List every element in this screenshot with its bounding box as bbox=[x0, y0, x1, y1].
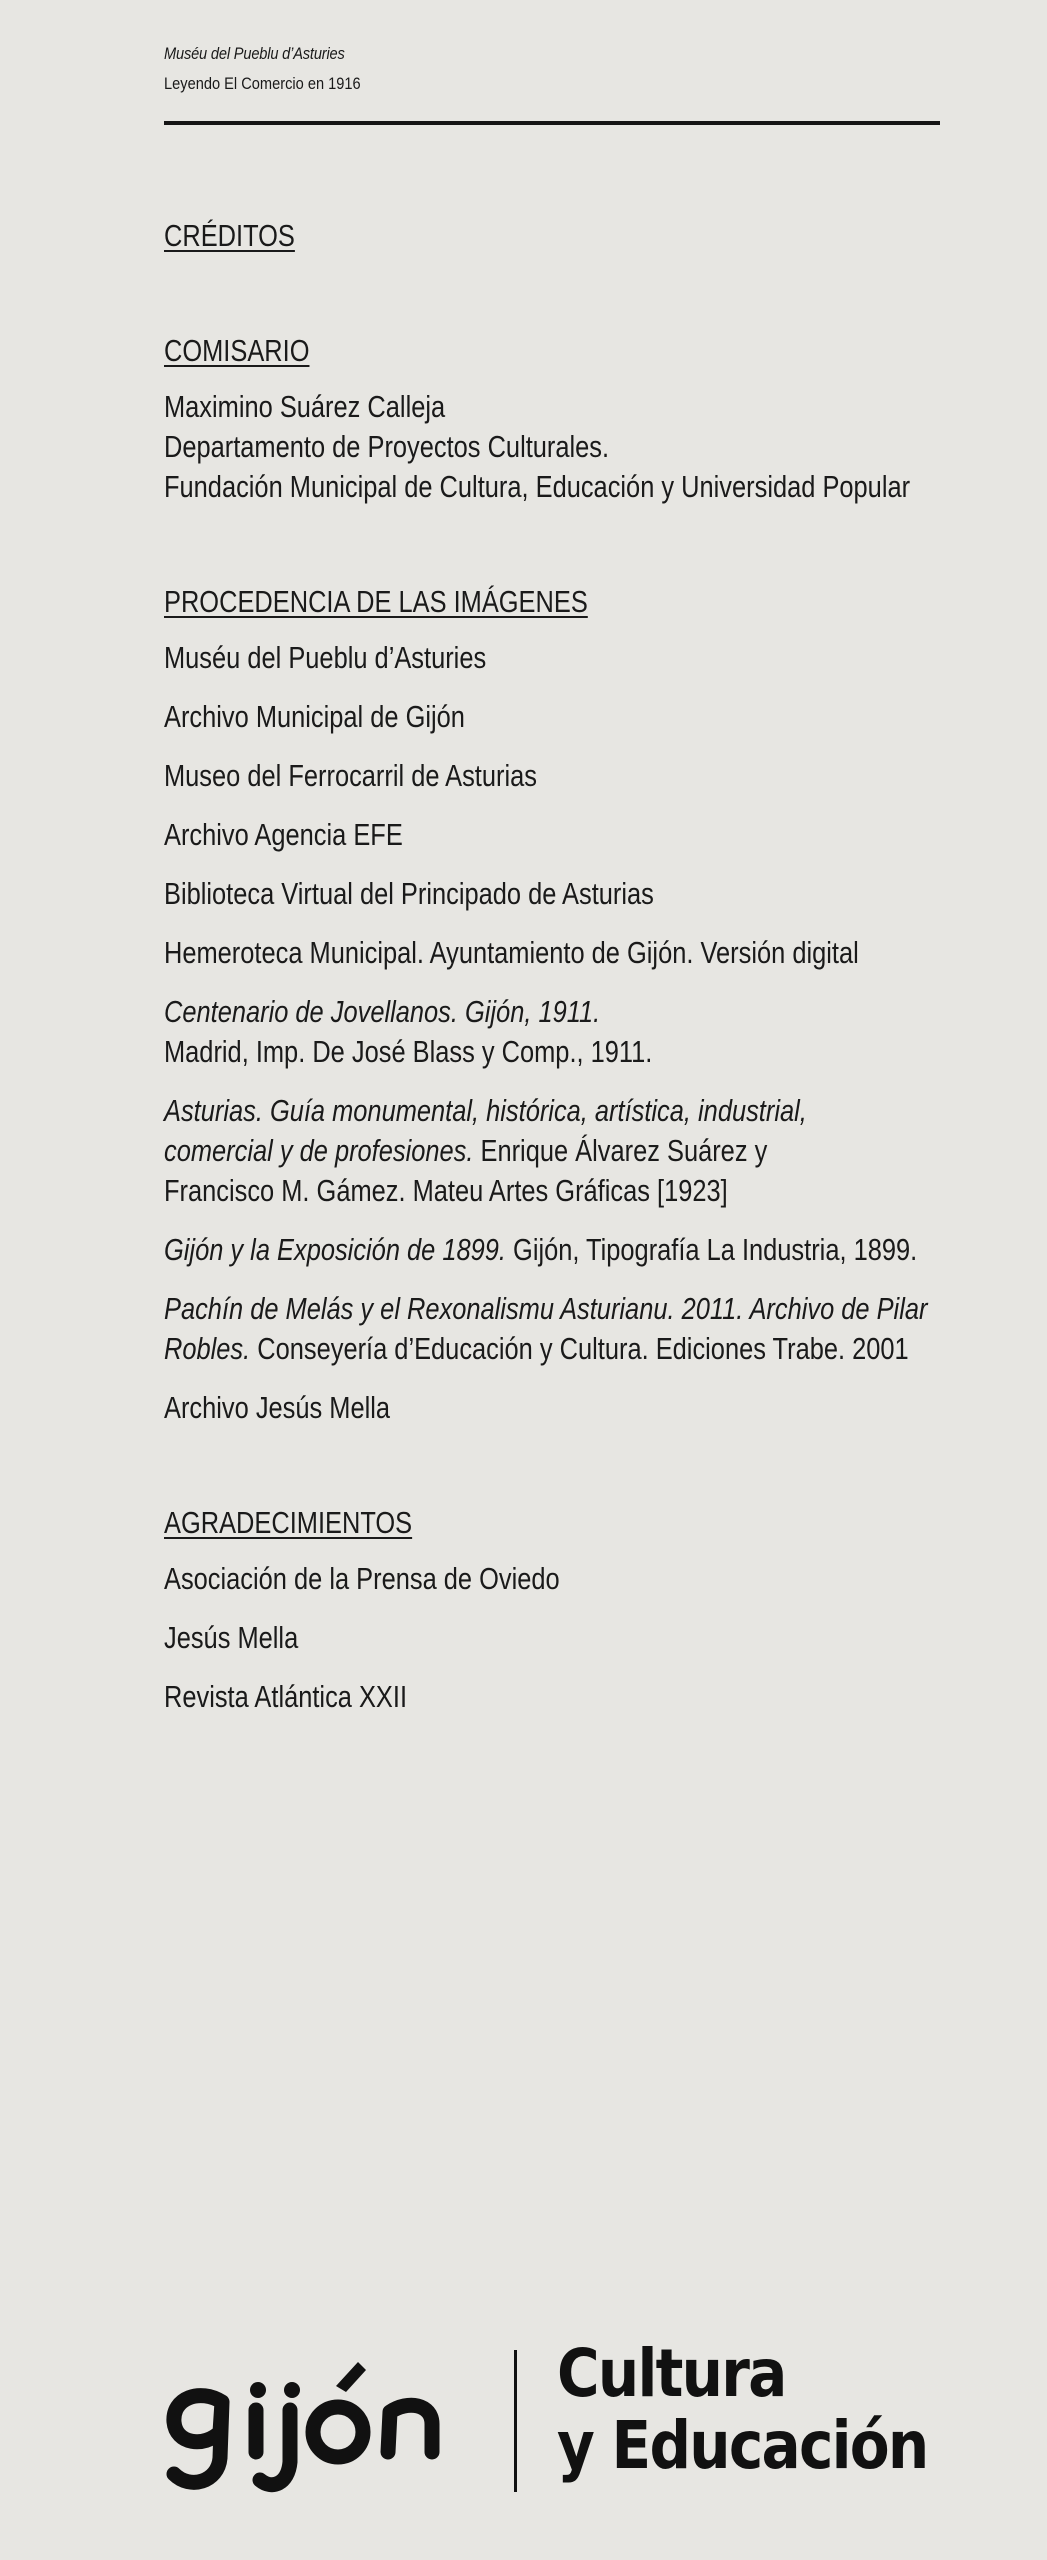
comisario-line: Departamento de Proyectos Culturales. bbox=[164, 429, 610, 464]
procedencia-item-line bbox=[164, 992, 836, 1032]
procedencia-item bbox=[164, 1289, 984, 1369]
procedencia-item-line bbox=[164, 874, 836, 914]
procedencia-item-line bbox=[164, 1091, 836, 1131]
gijon-wordmark-icon bbox=[174, 2396, 432, 2485]
procedencia-item-line bbox=[164, 1388, 836, 1428]
italic-title-text: Gijón y la Exposición de 1899. bbox=[164, 1232, 506, 1267]
procedencia-item bbox=[164, 992, 984, 1072]
italic-title-text: Pachín de Melás y el Rexonalismu Asturianu. 2011. Archivo de Pilar bbox=[164, 1291, 928, 1326]
gijon-dots-icon bbox=[250, 2362, 366, 2398]
footer-divider bbox=[514, 2350, 517, 2492]
agradecimiento-item: Jesús Mella bbox=[164, 1620, 299, 1655]
procedencia-item-line bbox=[164, 815, 836, 855]
credits-heading: CRÉDITOS bbox=[164, 218, 295, 253]
procedencia-item bbox=[164, 933, 984, 973]
procedencia-section bbox=[164, 582, 984, 1428]
footer-cultura: Cultura bbox=[557, 2335, 786, 2412]
comisario-section bbox=[164, 331, 984, 507]
italic-title-text: Asturias. Guía monumental, histórica, artística, industrial, bbox=[164, 1093, 807, 1128]
plain-text: Gijón, Tipografía La Industria, 1899. bbox=[505, 1232, 918, 1267]
procedencia-item-line bbox=[164, 1329, 909, 1369]
procedencia-item-line bbox=[164, 638, 836, 678]
plain-text: Hemeroteca Municipal. Ayuntamiento de Gijón. Versión digital bbox=[164, 935, 859, 970]
plain-text: Muséu del Pueblu d’Asturies bbox=[164, 640, 487, 675]
italic-title-text: Centenario de Jovellanos. Gijón, 1911. bbox=[164, 994, 601, 1029]
plain-text: Museo del Ferrocarril de Asturias bbox=[164, 758, 537, 793]
procedencia-item bbox=[164, 697, 984, 737]
plain-text: Madrid, Imp. De José Blass y Comp., 1911. bbox=[164, 1034, 653, 1069]
comisario-line: Maximino Suárez Calleja bbox=[164, 389, 446, 424]
plain-text: Conseyería d’Educación y Cultura. Ediciones Trabe. 2001 bbox=[250, 1331, 909, 1366]
procedencia-item bbox=[164, 1230, 984, 1270]
procedencia-item-line bbox=[164, 1032, 836, 1072]
procedencia-item-line bbox=[164, 697, 836, 737]
plain-text: Enrique Álvarez Suárez y bbox=[473, 1133, 768, 1168]
procedencia-item-line bbox=[164, 756, 836, 796]
procedencia-item bbox=[164, 638, 984, 678]
procedencia-list bbox=[164, 638, 984, 1428]
agradecimiento-item: Revista Atlántica XXII bbox=[164, 1679, 408, 1714]
procedencia-heading: PROCEDENCIA DE LAS IMÁGENES bbox=[164, 584, 588, 619]
header-subtitle: Leyendo El Comercio en 1916 bbox=[164, 74, 361, 93]
procedencia-item bbox=[164, 756, 984, 796]
procedencia-item bbox=[164, 1388, 984, 1428]
comisario-line: Fundación Municipal de Cultura, Educación y Universidad Popular bbox=[164, 469, 911, 504]
procedencia-item bbox=[164, 874, 984, 914]
procedencia-item-line bbox=[164, 1289, 928, 1329]
plain-text: Archivo Agencia EFE bbox=[164, 817, 403, 852]
header-rule bbox=[164, 121, 940, 125]
plain-text: Archivo Jesús Mella bbox=[164, 1390, 391, 1425]
plain-text: Francisco M. Gámez. Mateu Artes Gráficas [1923] bbox=[164, 1173, 728, 1208]
credits-content bbox=[164, 216, 984, 1717]
procedencia-item-line bbox=[164, 1131, 836, 1171]
header-museum-name: Muséu del Pueblu d’Asturies bbox=[164, 44, 345, 63]
procedencia-item-line bbox=[164, 1230, 918, 1270]
agradecimientos-heading: AGRADECIMIENTOS bbox=[164, 1505, 413, 1540]
header bbox=[164, 42, 940, 96]
procedencia-item-line bbox=[164, 933, 859, 973]
italic-title-text: comercial y de profesiones. bbox=[164, 1133, 474, 1168]
procedencia-item bbox=[164, 1091, 984, 1211]
agradecimiento-item: Asociación de la Prensa de Oviedo bbox=[164, 1561, 560, 1596]
plain-text: Biblioteca Virtual del Principado de Asturias bbox=[164, 876, 654, 911]
agradecimientos-section bbox=[164, 1503, 984, 1717]
procedencia-item bbox=[164, 815, 984, 855]
procedencia-item-line bbox=[164, 1171, 836, 1211]
footer-educacion: y Educación bbox=[557, 2407, 928, 2484]
plain-text: Archivo Municipal de Gijón bbox=[164, 699, 465, 734]
comisario-heading: COMISARIO bbox=[164, 333, 310, 368]
italic-title-text: Robles. bbox=[164, 1331, 251, 1366]
gijon-logo-text: gijón bbox=[160, 2340, 163, 2341]
